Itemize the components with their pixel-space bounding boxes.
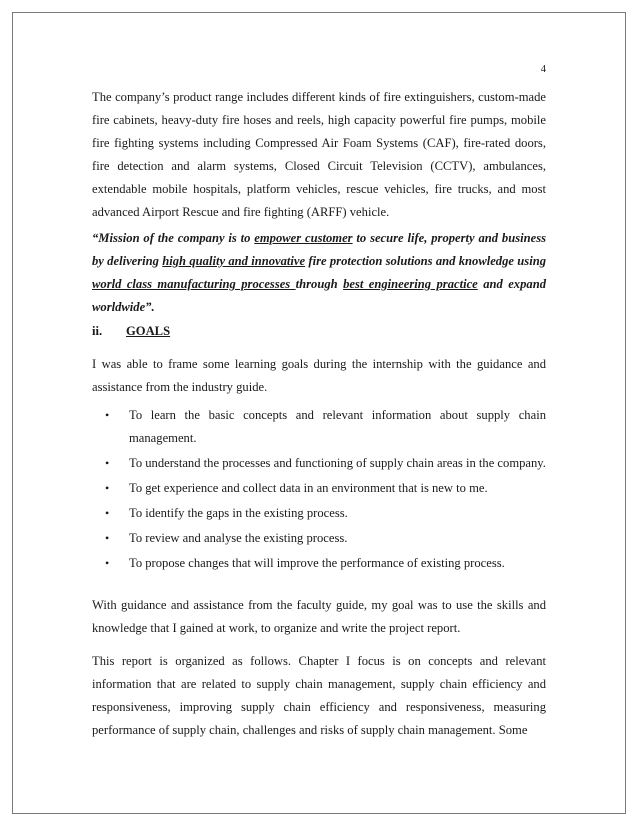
mission-text-1: “Mission of the company is to	[92, 231, 255, 245]
mission-text-5: and expand worldwide”.	[92, 277, 546, 314]
list-item	[92, 477, 546, 500]
bullet-icon: •	[105, 531, 110, 545]
bullet-icon: •	[105, 481, 110, 495]
page-number: 4	[540, 64, 546, 75]
goal-text: To get experience and collect data in an environment that is new to me.	[129, 481, 488, 495]
bullet-icon: •	[105, 408, 110, 422]
mission-underline-empower-customer: empower customer	[254, 231, 353, 245]
bullet-icon: •	[105, 456, 110, 470]
product-range-paragraph: The company’s product range includes different kinds of fire extinguishers, custom-made fire cabinets, heavy-duty fire hoses and reels, high capacity powerful fire pumps, mobile fire fighting systems including Compressed Air Foam Systems (CAF), fire-rated doors, fire detection and alarm systems, Closed Circuit Television (CCTV), ambulances, extendable mobile hospitals, platform vehicles, rescue vehicles, fire trucks, and most advanced Airport Rescue and fire fighting (ARFF) vehicle.	[92, 90, 546, 219]
goals-list	[92, 404, 546, 575]
goal-text: To learn the basic concepts and relevant information about supply chain management.	[129, 408, 546, 445]
section-title: GOALS	[126, 324, 171, 338]
list-item	[92, 452, 546, 475]
mission-underline-world-class: world class manufacturing processes	[92, 277, 296, 291]
bullet-icon: •	[105, 506, 110, 520]
mission-text-2: to secure life, property and business by delivering	[92, 231, 546, 268]
list-item	[92, 527, 546, 550]
report-organization-paragraph: This report is organized as follows. Chapter I focus is on concepts and relevant information that are related to supply chain management, supply chain efficiency and responsiveness, improving supply chain efficiency and responsiveness, measuring performance of supply chain, challenges and risks of supply chain management. Some	[92, 654, 546, 737]
goal-text: To propose changes that will improve the performance of existing process.	[129, 556, 505, 570]
list-item	[92, 404, 546, 450]
mission-text-3: fire protection solutions and knowledge using	[305, 254, 546, 268]
mission-statement	[92, 227, 546, 319]
section-heading	[92, 320, 170, 343]
goals-intro-paragraph: I was able to frame some learning goals during the internship with the guidance and assistance from the industry guide.	[92, 357, 546, 394]
goal-text: To identify the gaps in the existing process.	[129, 506, 348, 520]
list-item	[92, 552, 546, 575]
guidance-paragraph: With guidance and assistance from the faculty guide, my goal was to use the skills and knowledge that I gained at work, to organize and write the project report.	[92, 598, 546, 635]
mission-underline-best-engineering: best engineering practice	[343, 277, 478, 291]
mission-underline-high-quality: high quality and innovative	[162, 254, 306, 268]
list-item	[92, 502, 546, 525]
goal-text: To understand the processes and functioning of supply chain areas in the company.	[129, 456, 546, 470]
bullet-icon: •	[105, 556, 110, 570]
goal-text: To review and analyse the existing process.	[129, 531, 348, 545]
mission-text-4: through	[295, 277, 344, 291]
section-number: ii.	[92, 324, 103, 338]
